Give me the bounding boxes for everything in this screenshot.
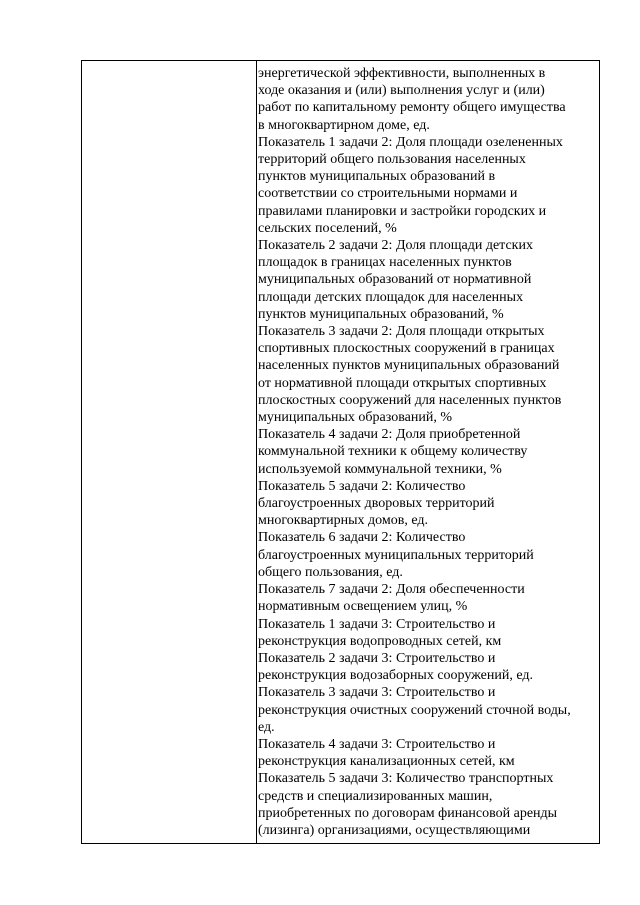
- text-line: площадок в границах населенных пунктов: [258, 255, 512, 271]
- text-line: ходе оказания и (или) выполнения услуг и (или): [258, 83, 545, 99]
- text-line: населенных пунктов муниципальных образований: [258, 358, 560, 374]
- text-line: сельских поселений, %: [258, 220, 397, 236]
- text-line: Показатель 6 задачи 2: Количество: [258, 530, 466, 546]
- text-line: правилами планировки и застройки городских и: [258, 203, 547, 219]
- text-line: Показатель 3 задачи 3: Строительство и: [258, 685, 496, 701]
- text-line: плоскостных сооружений для населенных пунктов: [258, 392, 562, 408]
- text-line: Показатель 7 задачи 2: Доля обеспеченности: [258, 582, 525, 598]
- text-line: площади детских площадок для населенных: [258, 289, 524, 305]
- text-line: благоустроенных дворовых территорий: [258, 496, 495, 512]
- text-line: от нормативной площади открытых спортивных: [258, 375, 547, 391]
- text-line: многоквартирных домов, ед.: [258, 513, 428, 529]
- text-line: реконструкция канализационных сетей, км: [258, 754, 515, 770]
- text-line: Показатель 2 задачи 3: Строительство и: [258, 650, 496, 666]
- text-line: работ по капитальному ремонту общего имущества: [258, 100, 566, 116]
- table-left-cell: [82, 61, 256, 843]
- text-line: реконструкция водопроводных сетей, км: [258, 633, 502, 649]
- text-line: пунктов муниципальных образований в: [258, 169, 496, 185]
- text-line: Показатель 2 задачи 2: Доля площади детских: [258, 238, 533, 254]
- column-divider: [256, 61, 257, 843]
- table-right-cell: [258, 61, 599, 843]
- text-line: приобретенных по договорам финансовой аренды: [258, 805, 558, 821]
- text-line: Показатель 4 задачи 2: Доля приобретенной: [258, 427, 521, 443]
- text-line: благоустроенных муниципальных территорий: [258, 547, 534, 563]
- text-line: Показатель 5 задачи 2: Количество: [258, 478, 466, 494]
- text-line: (лизинга) организациями, осуществляющими: [258, 822, 531, 838]
- text-line: соответствии со строительными нормами и: [258, 186, 518, 202]
- text-line: Показатель 4 задачи 3: Строительство и: [258, 736, 496, 752]
- text-line: реконструкция водозаборных сооружений, ед.: [258, 668, 534, 684]
- text-line: Показатель 3 задачи 2: Доля площади открытых: [258, 324, 545, 340]
- text-line: Показатель 1 задачи 2: Доля площади озелененных: [258, 134, 563, 150]
- text-line: используемой коммунальной техники, %: [258, 461, 502, 477]
- text-line: в многоквартирном доме, ед.: [258, 117, 430, 133]
- text-line: коммунальной техники к общему количеству: [258, 444, 528, 460]
- text-line: ед.: [258, 719, 275, 735]
- text-line: реконструкция очистных сооружений сточной воды,: [258, 702, 571, 718]
- text-line: пунктов муниципальных образований, %: [258, 306, 504, 322]
- text-line: муниципальных образований, %: [258, 410, 452, 426]
- text-line: нормативным освещением улиц, %: [258, 599, 468, 615]
- indicator-table: [81, 60, 600, 844]
- text-line: средств и специализированных машин,: [258, 788, 493, 804]
- text-line: Показатель 5 задачи 3: Количество транспортных: [258, 771, 554, 787]
- text-line: энергетической эффективности, выполненных в: [258, 66, 546, 81]
- text-line: спортивных плоскостных сооружений в границах: [258, 341, 555, 357]
- text-line: территорий общего пользования населенных: [258, 152, 526, 168]
- indicator-text-block: [258, 61, 599, 839]
- text-line: общего пользования, ед.: [258, 564, 403, 580]
- text-line: муниципальных образований от нормативной: [258, 272, 532, 288]
- text-line: Показатель 1 задачи 3: Строительство и: [258, 616, 496, 632]
